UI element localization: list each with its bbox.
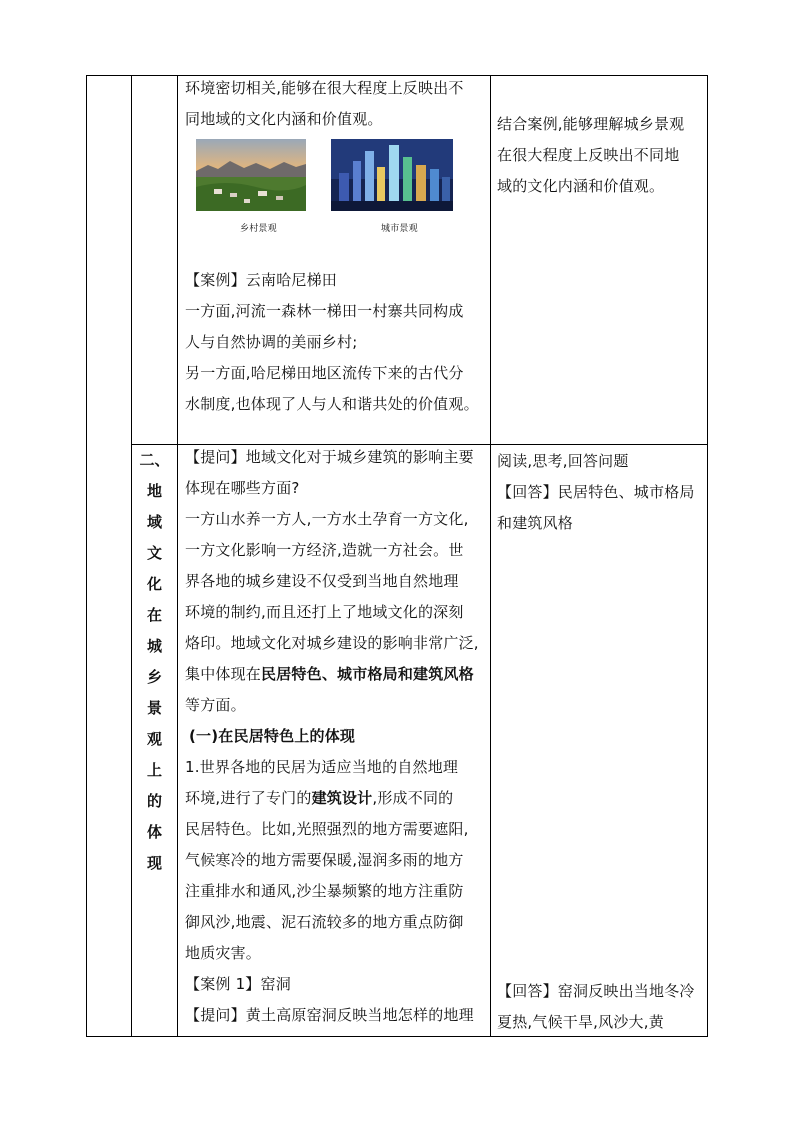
text-line: 阅读,思考,回答问题 <box>497 452 629 470</box>
text-line: 民居特色。比如,光照强烈的地方需要遮阳, <box>185 820 469 838</box>
text-line: 人与自然协调的美丽乡村; <box>185 333 358 351</box>
text-line: 在很大程度上反映出不同地 <box>497 146 680 164</box>
rural-landscape-image <box>196 139 306 211</box>
text-line: 等方面。 <box>185 696 246 714</box>
case-title: 【案例】云南哈尼梯田 <box>185 271 338 289</box>
focus-keywords: 民居特色、城市格局和建筑风格 <box>261 665 474 683</box>
title-char: 乡 <box>146 668 162 686</box>
text-line: 环境密切相关,能够在很大程度上反映出不 <box>185 79 464 97</box>
title-char: 城 <box>146 637 162 655</box>
keyword: 建筑设计 <box>311 789 373 807</box>
image-caption: 乡村景观 <box>240 224 277 234</box>
title-char: 上 <box>146 761 162 779</box>
text-line: 同地域的文化内涵和价值观。 <box>185 110 383 128</box>
subheading: (一)在民居特色上的体现 <box>189 727 356 745</box>
text-line: 界各地的城乡建设不仅受到当地自然地理 <box>185 572 459 590</box>
title-char: 现 <box>146 854 162 872</box>
image-caption: 城市景观 <box>381 224 418 234</box>
title-char: 的 <box>146 792 162 810</box>
title-char: 景 <box>146 699 162 717</box>
title-char: 观 <box>146 730 162 748</box>
text-line: 另一方面,哈尼梯田地区流传下来的古代分 <box>185 364 464 382</box>
title-char: 域 <box>146 513 162 531</box>
text-line: 域的文化内涵和价值观。 <box>497 177 665 195</box>
title-char: 化 <box>146 575 162 593</box>
case-title: 【案例 1】窑洞 <box>185 975 291 993</box>
title-char: 文 <box>146 544 162 562</box>
text-line: 注重排水和通风,沙尘暴频繁的地方注重防 <box>185 882 464 900</box>
top-content-cell <box>185 73 487 420</box>
title-char: 二、 <box>139 451 170 469</box>
image-row <box>185 135 487 265</box>
answer-line: 【回答】民居特色、城市格局 <box>497 483 695 501</box>
answer-line: 夏热,气候干旱,风沙大,黄 <box>497 1013 664 1031</box>
text-line: 一方山水养一方人,一方水土孕育一方文化, <box>185 510 469 528</box>
section-activity-cell <box>497 446 707 539</box>
lesson-plan-table <box>86 75 708 1037</box>
text-line: 结合案例,能够理解城乡景观 <box>497 115 685 133</box>
text-line: 烙印。地域文化对城乡建设的影响非常广泛, <box>185 634 479 652</box>
text-line: 气候寒冷的地方需要保暖,湿润多雨的地方 <box>185 851 464 869</box>
focus-line: 集中体现在民居特色、城市格局和建筑风格 <box>185 665 474 683</box>
text-line: 和建筑风格 <box>497 514 574 532</box>
text-line: 地质灾害。 <box>185 944 262 962</box>
column-divider <box>177 76 178 1036</box>
column-divider <box>490 76 491 1036</box>
title-char: 地 <box>146 482 162 500</box>
title-char: 体 <box>146 823 162 841</box>
city-landscape-image <box>331 139 453 211</box>
text-line: 御风沙,地震、泥石流较多的地方重点防御 <box>185 913 464 931</box>
section-title <box>132 445 177 879</box>
question-line: 【提问】地域文化对于城乡建筑的影响主要 <box>185 448 474 466</box>
text-line: 1.世界各地的民居为适应当地的自然地理 <box>185 758 459 776</box>
text-line: 水制度,也体现了人与人和谐共处的价值观。 <box>185 395 479 413</box>
question-line: 【提问】黄土高原窑洞反映当地怎样的地理 <box>185 1006 474 1024</box>
top-activity-cell <box>497 109 707 202</box>
text-line: 环境的制约,而且还打上了地域文化的深刻 <box>185 603 464 621</box>
section-activity-answer2 <box>497 976 707 1038</box>
question-line: 体现在哪些方面? <box>185 479 300 497</box>
title-char: 在 <box>146 606 162 624</box>
text-line: 一方文化影响一方经济,造就一方社会。世 <box>185 541 464 559</box>
section-content-cell <box>185 442 487 1031</box>
answer-line: 【回答】窑洞反映出当地冬冷 <box>497 982 695 1000</box>
text-line: 一方面,河流一森林一梯田一村寨共同构成 <box>185 302 464 320</box>
text-line: 环境,进行了专门的建筑设计,形成不同的 <box>185 789 454 807</box>
